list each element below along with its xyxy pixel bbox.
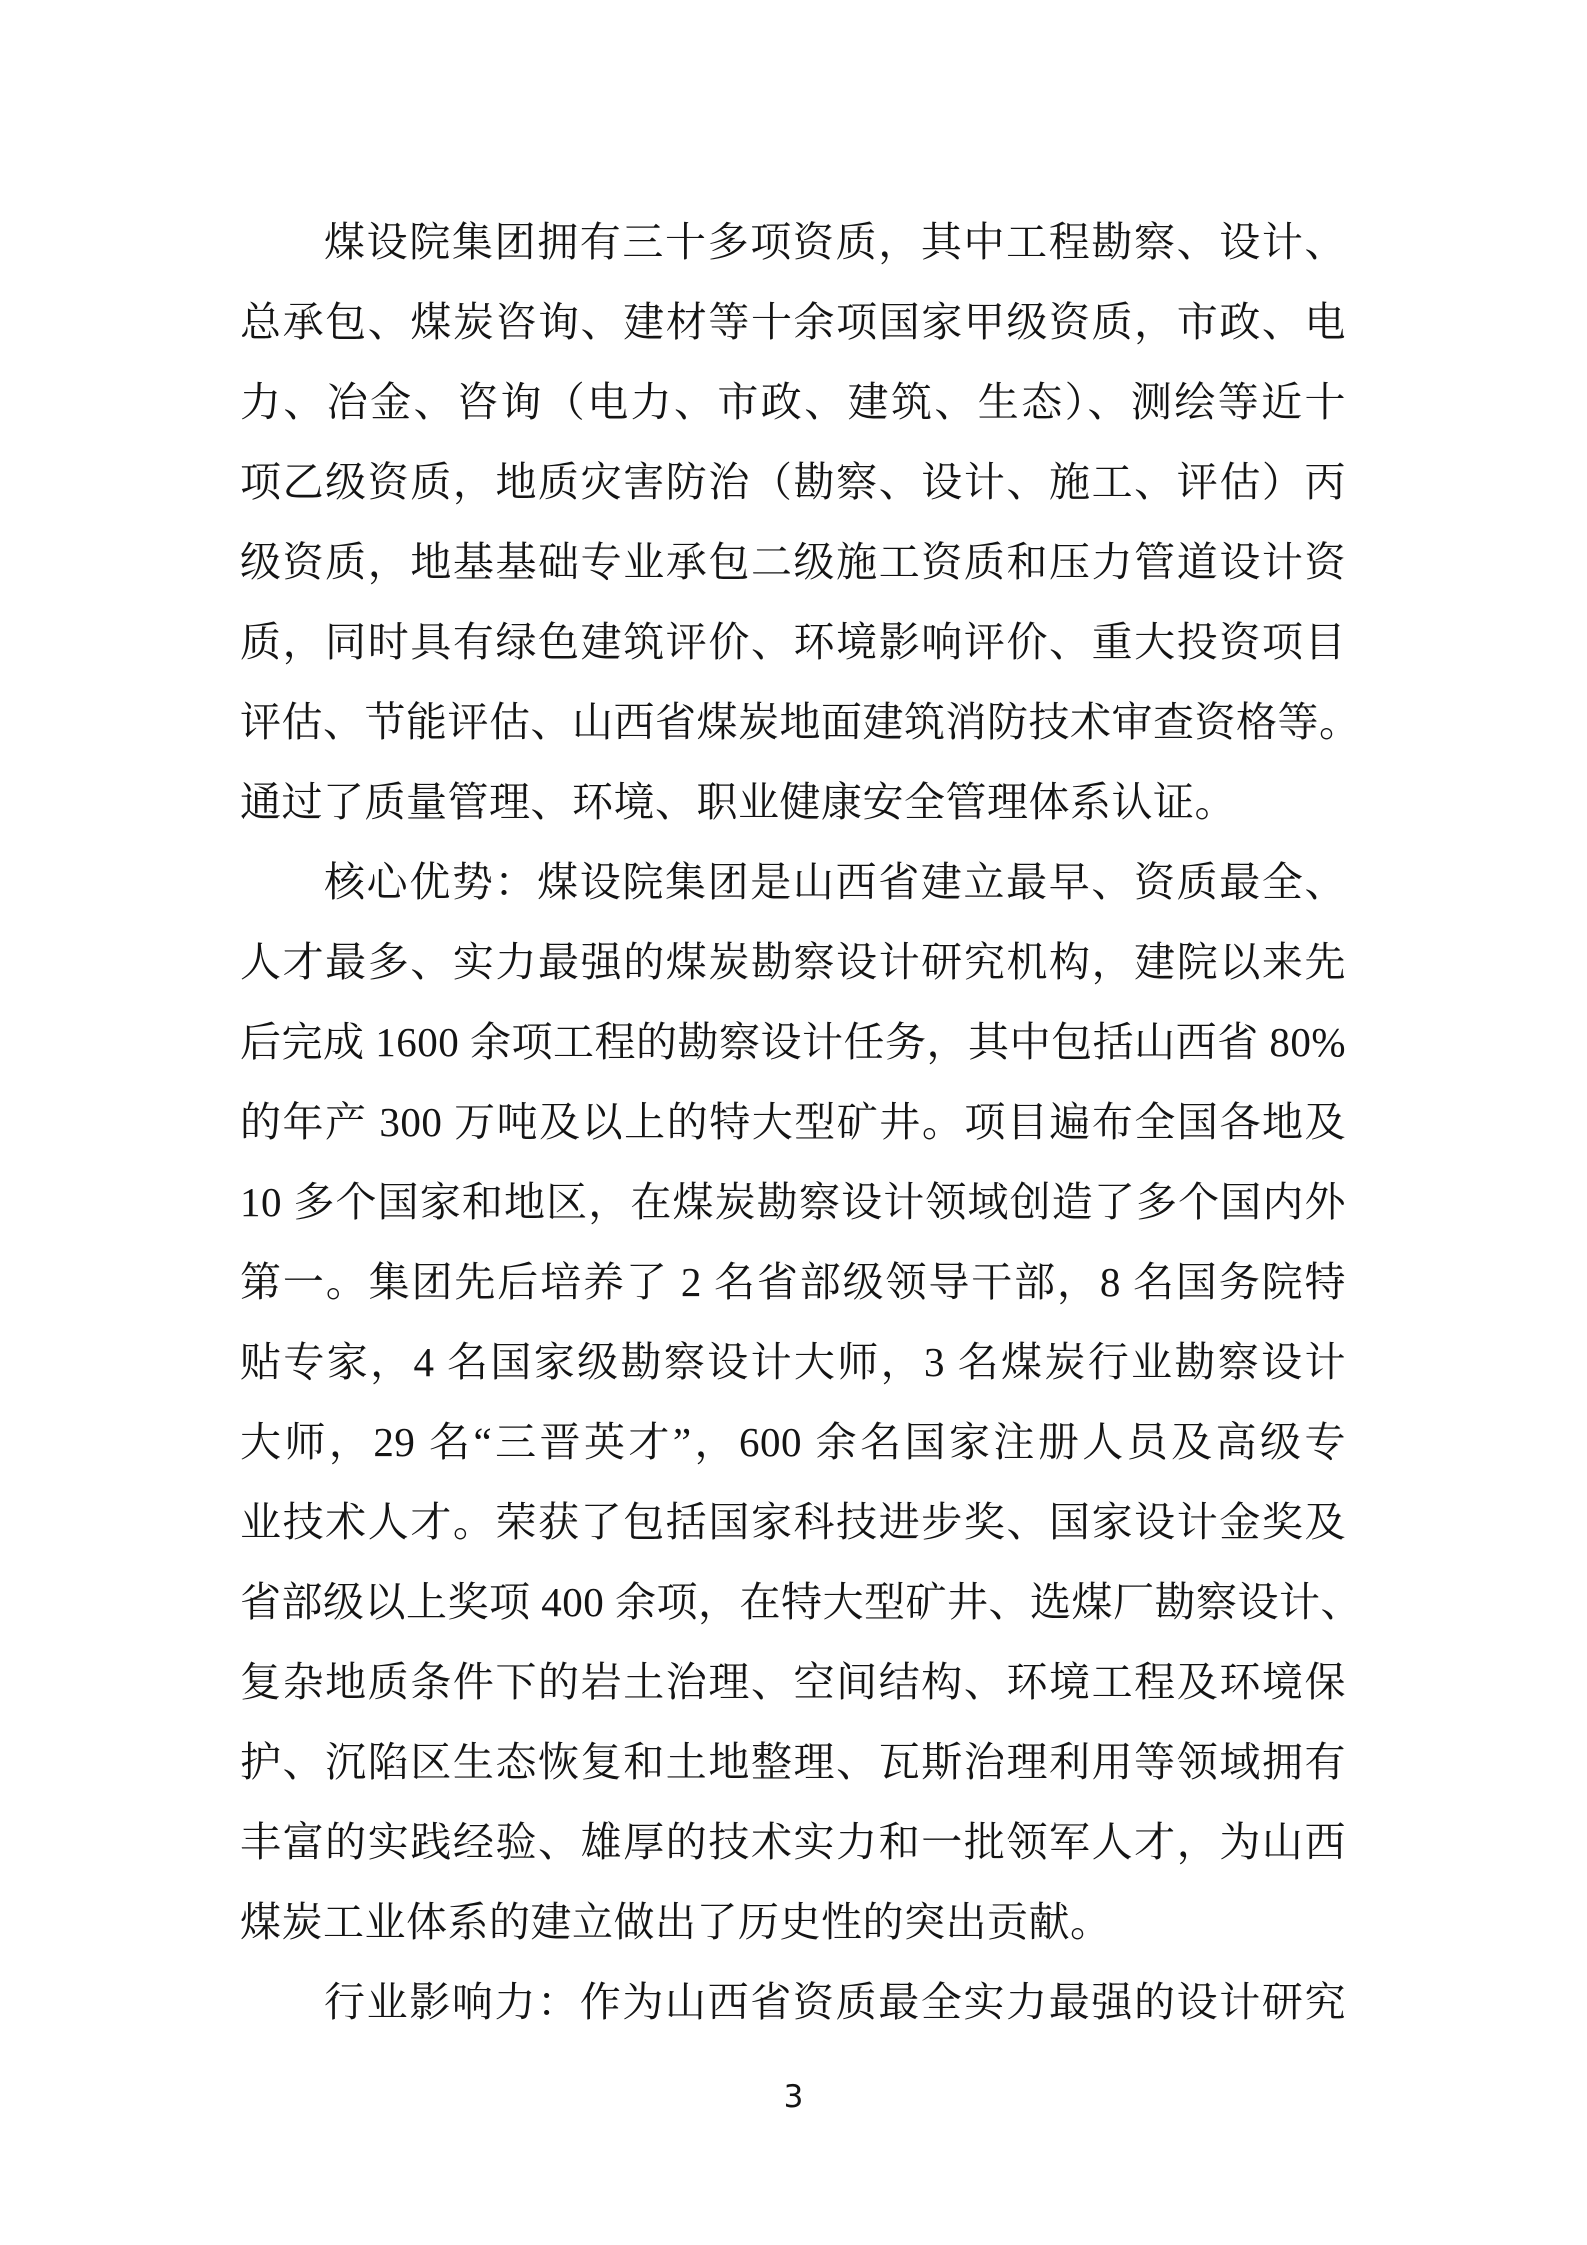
- page-body: [240, 202, 1362, 2042]
- text-line: 大师，29 名“三晋英才”，600 余名国家注册人员及高级专: [240, 1419, 1346, 1465]
- text-line: 质，同时具有绿色建筑评价、环境影响评价、重大投资项目: [240, 619, 1346, 665]
- text-line: 复杂地质条件下的岩土治理、空间结构、环境工程及环境保: [240, 1659, 1346, 1705]
- text-line: 的年产 300 万吨及以上的特大型矿井。项目遍布全国各地及: [240, 1099, 1346, 1145]
- text-line: 第一。集团先后培养了 2 名省部级领导干部，8 名国务院特: [240, 1259, 1346, 1305]
- text-line: 核心优势：煤设院集团是山西省建立最早、资质最全、: [324, 859, 1346, 905]
- text-line: 力、冶金、咨询（电力、市政、建筑、生态）、测绘等近十: [240, 379, 1346, 425]
- text-line: 总承包、煤炭咨询、建材等十余项国家甲级资质，市政、电: [240, 299, 1346, 345]
- text-line: 级资质，地基基础专业承包二级施工资质和压力管道设计资: [240, 539, 1346, 585]
- text-line: 丰富的实践经验、雄厚的技术实力和一批领军人才，为山西: [240, 1819, 1346, 1865]
- text-line: 项乙级资质，地质灾害防治（勘察、设计、施工、评估）丙: [240, 459, 1346, 505]
- text-line: 人才最多、实力最强的煤炭勘察设计研究机构，建院以来先: [240, 939, 1346, 985]
- text-line: 煤炭工业体系的建立做出了历史性的突出贡献。: [240, 1899, 1112, 1945]
- text-line: 10 多个国家和地区，在煤炭勘察设计领域创造了多个国内外: [240, 1179, 1346, 1225]
- page-number: 3: [783, 2079, 804, 2115]
- text-line: 通过了质量管理、环境、职业健康安全管理体系认证。: [240, 779, 1236, 825]
- text-line: 行业影响力：作为山西省资质最全实力最强的设计研究: [324, 1979, 1346, 2025]
- text-line: 贴专家，4 名国家级勘察设计大师，3 名煤炭行业勘察设计: [240, 1339, 1346, 1385]
- text-line: 业技术人才。荣获了包括国家科技进步奖、国家设计金奖及: [240, 1499, 1346, 1545]
- text-line: 煤设院集团拥有三十多项资质，其中工程勘察、设计、: [324, 219, 1346, 265]
- text-line: 评估、节能评估、山西省煤炭地面建筑消防技术审查资格等。: [240, 699, 1361, 745]
- text-line: 护、沉陷区生态恢复和土地整理、瓦斯治理利用等领域拥有: [240, 1739, 1346, 1785]
- text-line: 后完成 1600 余项工程的勘察设计任务，其中包括山西省 80%: [240, 1019, 1346, 1065]
- text-line: 省部级以上奖项 400 余项，在特大型矿井、选煤厂勘察设计、: [240, 1579, 1362, 1625]
